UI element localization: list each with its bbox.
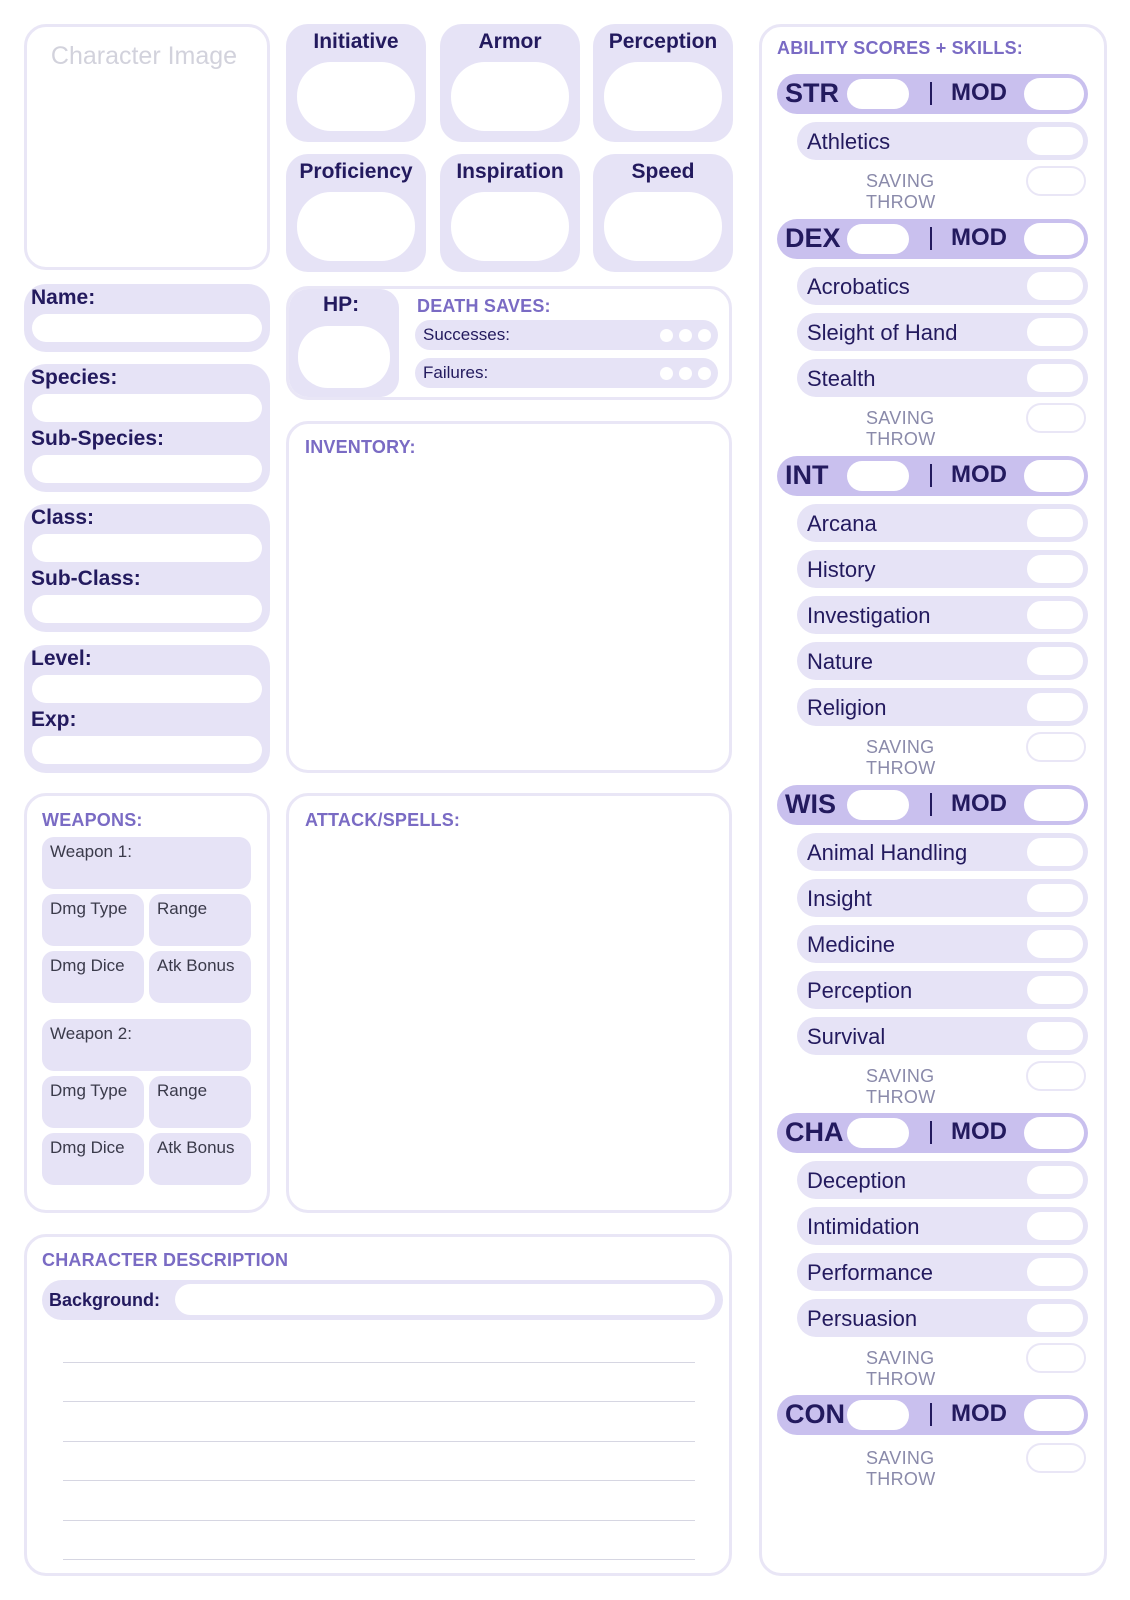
skill-name: Stealth <box>807 366 876 391</box>
skill-name: Intimidation <box>807 1214 920 1239</box>
weapon-2-dmg-dice-label: Dmg Dice <box>50 1138 125 1157</box>
ability-score-field[interactable] <box>847 790 909 820</box>
weapon-2-range-field[interactable] <box>149 1076 251 1128</box>
death-saves-title: DEATH SAVES: <box>417 296 551 316</box>
skill-name: Animal Handling <box>807 840 968 865</box>
skill-row <box>797 688 1088 726</box>
skill-name: Investigation <box>807 603 931 628</box>
mod-label: MOD <box>951 1400 1007 1427</box>
ability-header-str <box>777 74 1088 114</box>
saving-throw-field[interactable] <box>1026 732 1086 762</box>
skill-name: Sleight of Hand <box>807 320 958 345</box>
divider <box>930 1403 932 1426</box>
skill-value-field[interactable] <box>1025 645 1085 677</box>
weapon-2-range-label: Range <box>157 1081 208 1100</box>
skill-row <box>797 267 1088 305</box>
skill-value-field[interactable] <box>1025 882 1085 914</box>
description-line-3 <box>63 1441 695 1442</box>
attack-spells-panel[interactable] <box>286 793 732 1213</box>
skill-row <box>797 833 1088 871</box>
skill-value-field[interactable] <box>1025 362 1085 394</box>
skill-row <box>797 1161 1088 1199</box>
weapon-1-name-field[interactable] <box>42 837 251 889</box>
perception-box <box>593 24 733 142</box>
description-line-4 <box>63 1480 695 1481</box>
skill-name: Acrobatics <box>807 274 910 299</box>
sub-species-label: Sub-Species: <box>31 427 165 450</box>
skill-value-field[interactable] <box>1025 928 1085 960</box>
saving-throw-field[interactable] <box>1026 403 1086 433</box>
skill-row <box>797 313 1088 351</box>
weapon-1-dmg-dice-label: Dmg Dice <box>50 956 125 975</box>
skill-name: Deception <box>807 1168 907 1193</box>
divider <box>930 793 932 816</box>
mod-label: MOD <box>951 461 1007 488</box>
weapons-title: WEAPONS: <box>42 810 143 830</box>
perception-field[interactable] <box>604 62 722 131</box>
skill-row <box>797 359 1088 397</box>
hp-field[interactable] <box>298 326 390 388</box>
character-image-title: Character Image <box>50 42 238 70</box>
mod-field[interactable] <box>1024 1117 1084 1149</box>
speed-field[interactable] <box>604 192 722 261</box>
weapon-2-dmg-type-field[interactable] <box>42 1076 144 1128</box>
skill-name: Nature <box>807 649 874 674</box>
skill-value-field[interactable] <box>1025 270 1085 302</box>
armor-field[interactable] <box>451 62 569 131</box>
divider <box>930 464 932 487</box>
failure-checkbox-2[interactable] <box>679 367 692 380</box>
exp-label: Exp: <box>31 708 77 731</box>
species-field[interactable] <box>32 394 262 422</box>
description-line-1 <box>63 1362 695 1363</box>
ability-header-wis <box>777 785 1088 825</box>
ability-header-dex <box>777 219 1088 259</box>
proficiency-label: Proficiency <box>299 160 413 183</box>
weapon-1-label: Weapon 1: <box>50 842 132 861</box>
skill-value-field[interactable] <box>1025 125 1085 157</box>
species-label: Species: <box>31 366 118 389</box>
hp-label: HP: <box>323 293 360 316</box>
weapon-1-range-label: Range <box>157 899 208 918</box>
success-checkbox-1[interactable] <box>660 329 673 342</box>
ability-scores-title: ABILITY SCORES + SKILLS: <box>777 38 1023 58</box>
weapon-2-atk-bonus-field[interactable] <box>149 1133 251 1185</box>
success-checkbox-2[interactable] <box>679 329 692 342</box>
skill-row <box>797 642 1088 680</box>
skill-name: Performance <box>807 1260 933 1285</box>
class-label: Class: <box>31 506 95 529</box>
inspiration-field[interactable] <box>451 192 569 261</box>
skill-value-field[interactable] <box>1025 836 1085 868</box>
skill-value-field[interactable] <box>1025 1020 1085 1052</box>
successes-label: Successes: <box>423 325 510 344</box>
skill-row <box>797 879 1088 917</box>
skill-row <box>797 596 1088 634</box>
mod-field[interactable] <box>1024 1399 1084 1431</box>
ability-score-field[interactable] <box>847 79 909 109</box>
saving-throw-row <box>866 1443 1088 1489</box>
weapon-2-atk-bonus-label: Atk Bonus <box>157 1138 235 1157</box>
proficiency-box <box>286 154 426 272</box>
failures-row <box>415 358 718 388</box>
saving-throw-field[interactable] <box>1026 166 1086 196</box>
skill-value-field[interactable] <box>1025 599 1085 631</box>
saving-throw-label: SAVING THROW <box>866 1448 936 1489</box>
successes-row <box>415 320 718 350</box>
failure-checkbox-3[interactable] <box>698 367 711 380</box>
failures-label: Failures: <box>423 363 489 382</box>
saving-throw-field[interactable] <box>1026 1443 1086 1473</box>
sub-species-field[interactable] <box>32 455 262 483</box>
armor-label: Armor <box>478 30 542 53</box>
skill-value-field[interactable] <box>1025 1210 1085 1242</box>
skill-row <box>797 504 1088 542</box>
inspiration-label: Inspiration <box>456 160 564 183</box>
saving-throw-row <box>866 1343 1088 1389</box>
skill-name: Athletics <box>807 129 891 154</box>
ability-header-con <box>777 1395 1088 1435</box>
saving-throw-label: SAVING THROW <box>866 171 936 212</box>
skill-name: Survival <box>807 1024 886 1049</box>
mod-label: MOD <box>951 790 1007 817</box>
skill-value-field[interactable] <box>1025 553 1085 585</box>
initiative-box <box>286 24 426 142</box>
skill-value-field[interactable] <box>1025 691 1085 723</box>
ability-code: CHA <box>785 1117 844 1147</box>
name-label: Name: <box>31 286 96 309</box>
saving-throw-label: SAVING THROW <box>866 1066 936 1107</box>
saving-throw-label: SAVING THROW <box>866 1348 936 1389</box>
weapon-1-dmg-dice-field[interactable] <box>42 951 144 1003</box>
skill-value-field[interactable] <box>1025 1164 1085 1196</box>
sub-class-label: Sub-Class: <box>31 567 141 590</box>
weapon-2-dmg-type-label: Dmg Type <box>50 1081 128 1100</box>
saving-throw-field[interactable] <box>1026 1061 1086 1091</box>
inventory-title: INVENTORY: <box>305 437 416 457</box>
weapon-1-atk-bonus-field[interactable] <box>149 951 251 1003</box>
inventory-panel[interactable] <box>286 421 732 773</box>
sub-class-field[interactable] <box>32 595 262 623</box>
saving-throw-row <box>866 403 1088 449</box>
saving-throw-row <box>866 166 1088 212</box>
ability-score-field[interactable] <box>847 224 909 254</box>
character-description-title: CHARACTER DESCRIPTION <box>42 1250 289 1270</box>
mod-field[interactable] <box>1024 78 1084 110</box>
name-field[interactable] <box>32 314 262 342</box>
skill-value-field[interactable] <box>1025 507 1085 539</box>
weapon-2-name-field[interactable] <box>42 1019 251 1071</box>
ability-code: WIS <box>785 789 836 819</box>
ability-header-int <box>777 456 1088 496</box>
skill-value-field[interactable] <box>1025 1302 1085 1334</box>
weapon-1-dmg-type-field[interactable] <box>42 894 144 946</box>
skill-row <box>797 925 1088 963</box>
attack-spells-title: ATTACK/SPELLS: <box>305 810 461 830</box>
ability-score-field[interactable] <box>847 1400 909 1430</box>
ability-code: CON <box>785 1399 845 1429</box>
mod-field[interactable] <box>1024 223 1084 255</box>
skill-row <box>797 122 1088 160</box>
divider <box>930 227 932 250</box>
mod-label: MOD <box>951 79 1007 106</box>
ability-header-cha <box>777 1113 1088 1153</box>
skill-name: Medicine <box>807 932 896 957</box>
skill-row <box>797 1207 1088 1245</box>
divider <box>930 82 932 105</box>
saving-throw-field[interactable] <box>1026 1343 1086 1373</box>
skill-name: Persuasion <box>807 1306 918 1331</box>
initiative-label: Initiative <box>313 30 399 53</box>
background-field[interactable] <box>175 1284 715 1315</box>
description-line-5 <box>63 1520 695 1521</box>
saving-throw-label: SAVING THROW <box>866 408 936 449</box>
armor-box <box>440 24 580 142</box>
skill-value-field[interactable] <box>1025 316 1085 348</box>
skill-row <box>797 1299 1088 1337</box>
weapon-2-label: Weapon 2: <box>50 1024 132 1043</box>
divider <box>930 1121 932 1144</box>
ability-score-field[interactable] <box>847 461 909 491</box>
skill-name: Insight <box>807 886 872 911</box>
level-field[interactable] <box>32 675 262 703</box>
mod-field[interactable] <box>1024 460 1084 492</box>
description-line-2 <box>63 1401 695 1402</box>
skill-name: History <box>807 557 876 582</box>
skill-name: Arcana <box>807 511 877 536</box>
ability-code: DEX <box>785 223 841 253</box>
skill-row <box>797 1017 1088 1055</box>
skill-value-field[interactable] <box>1025 974 1085 1006</box>
failure-checkbox-1[interactable] <box>660 367 673 380</box>
mod-label: MOD <box>951 224 1007 251</box>
weapon-2-dmg-dice-field[interactable] <box>42 1133 144 1185</box>
description-line-6 <box>63 1559 695 1560</box>
skill-name: Religion <box>807 695 887 720</box>
saving-throw-row <box>866 732 1088 778</box>
saving-throw-row <box>866 1061 1088 1107</box>
skill-value-field[interactable] <box>1025 1256 1085 1288</box>
perception-label: Perception <box>608 30 718 53</box>
weapon-1-atk-bonus-label: Atk Bonus <box>157 956 235 975</box>
success-checkbox-3[interactable] <box>698 329 711 342</box>
inspiration-box <box>440 154 580 272</box>
skill-row <box>797 1253 1088 1291</box>
class-field[interactable] <box>32 534 262 562</box>
ability-code: INT <box>785 460 829 490</box>
background-label: Background: <box>49 1290 161 1310</box>
proficiency-field[interactable] <box>297 192 415 261</box>
skill-row <box>797 550 1088 588</box>
level-label: Level: <box>31 647 92 670</box>
ability-score-field[interactable] <box>847 1118 909 1148</box>
initiative-field[interactable] <box>297 62 415 131</box>
ability-code: STR <box>785 78 839 108</box>
saving-throw-label: SAVING THROW <box>866 737 936 778</box>
weapon-1-dmg-type-label: Dmg Type <box>50 899 128 918</box>
speed-box <box>593 154 733 272</box>
mod-label: MOD <box>951 1118 1007 1145</box>
mod-field[interactable] <box>1024 789 1084 821</box>
weapon-1-range-field[interactable] <box>149 894 251 946</box>
exp-field[interactable] <box>32 736 262 764</box>
skill-name: Perception <box>807 978 913 1003</box>
skill-row <box>797 971 1088 1009</box>
speed-label: Speed <box>631 160 695 183</box>
